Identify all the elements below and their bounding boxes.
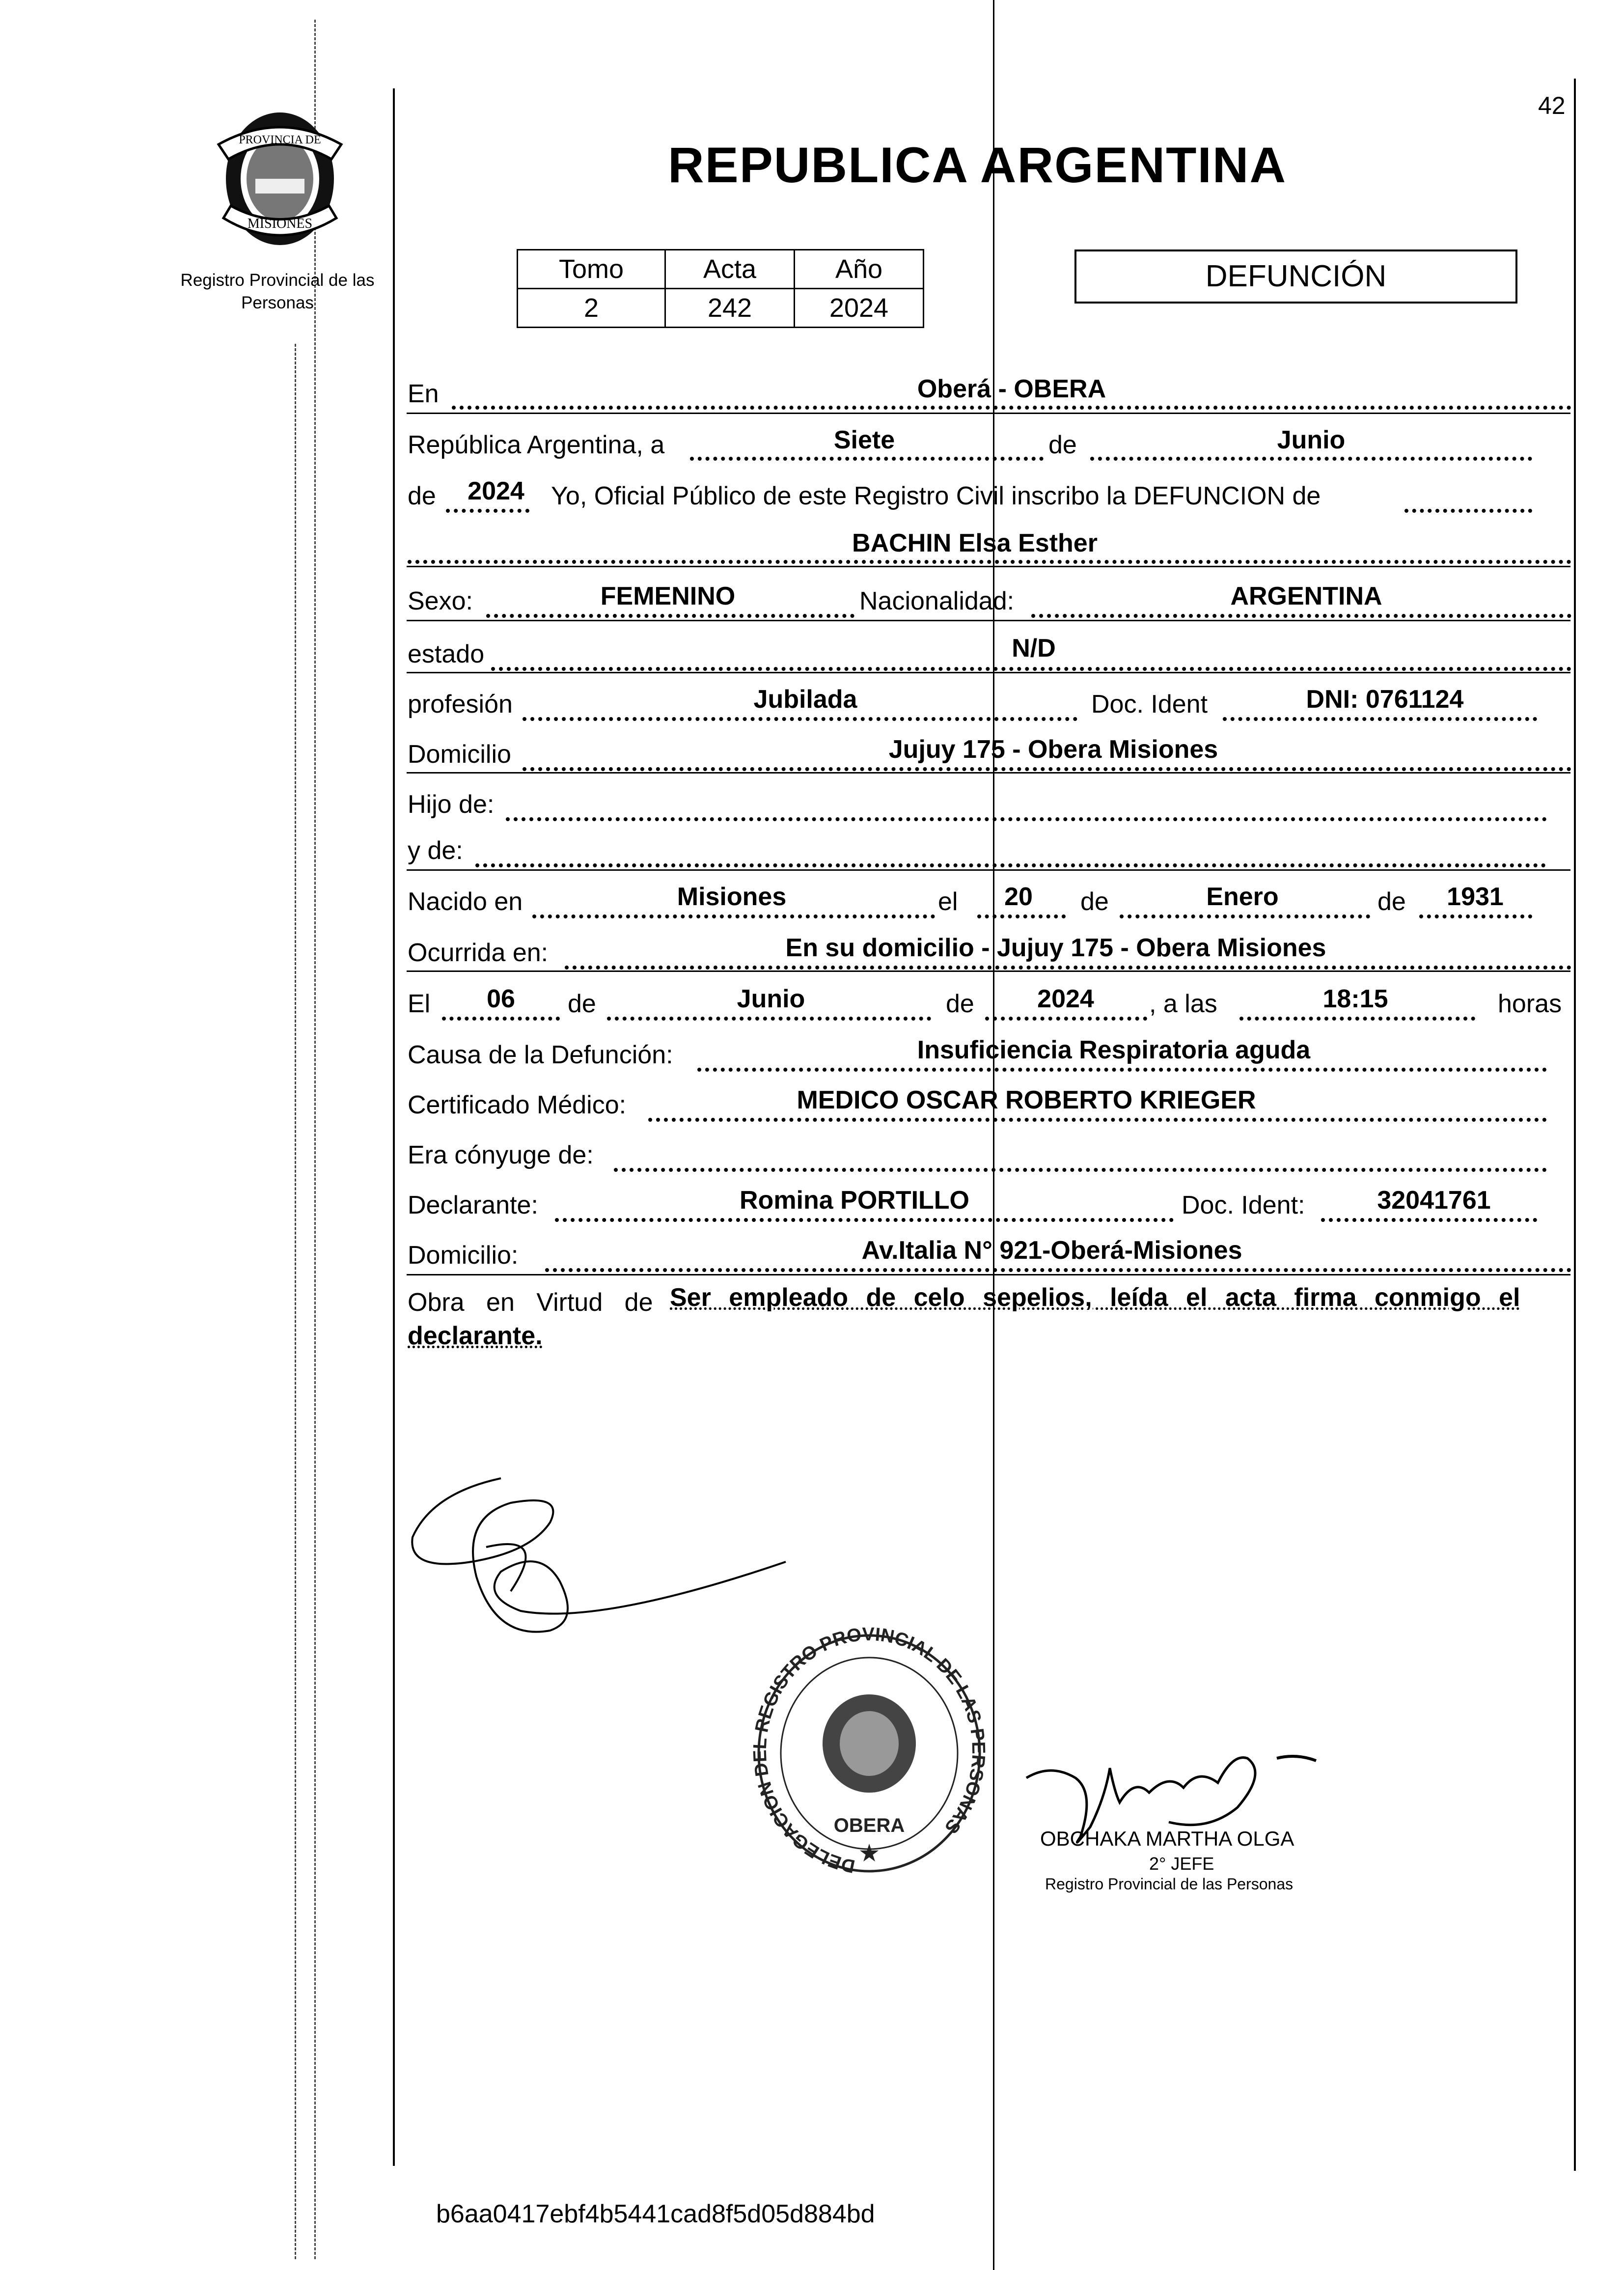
year-line-text: Yo, Oficial Público de este Registro Civil inscribo la DEFUNCION de (551, 482, 1321, 510)
name-dotted-line (408, 560, 1571, 564)
fecha-el-label: El (408, 990, 431, 1018)
domicilio-label: Domicilio (408, 740, 511, 769)
y-de-label: y de: (408, 836, 463, 865)
day-dotted-line (690, 457, 1044, 461)
row-rule (407, 566, 1570, 567)
doc-ident-value: DNI: 0761124 (1306, 685, 1464, 714)
logo-bottom-text: MISIONES (247, 216, 313, 231)
declarante-label: Declarante: (408, 1191, 538, 1219)
doc-ident-dotted-line (1223, 717, 1537, 721)
estado-value: N/D (1012, 634, 1056, 663)
fecha-time-value: 18:15 (1322, 985, 1388, 1013)
en-label: En (408, 380, 439, 408)
fecha-month-dotted-line (607, 1017, 931, 1021)
domicilio-value: Jujuy 175 - Obera Misiones (888, 735, 1218, 764)
nacido-day-value: 20 (1004, 883, 1033, 911)
estado-label: estado (408, 640, 485, 668)
certificado-dotted-line (648, 1118, 1547, 1122)
fecha-year-dotted-line (985, 1017, 1147, 1021)
row-rule (407, 970, 1570, 972)
nacionalidad-label: Nacionalidad: (859, 587, 1015, 615)
footer-hash: b6aa0417ebf4b5441cad8f5d05d884bd (436, 2200, 875, 2228)
stamp-bottom-text: OBERA (833, 1815, 905, 1836)
stamp-star-icon: ★ (858, 1839, 881, 1867)
causa-label: Causa de la Defunción: (408, 1041, 673, 1069)
center-fold-line (993, 0, 994, 2270)
ocurrida-dotted-line (565, 966, 1571, 969)
estado-dotted-line (491, 667, 1571, 671)
date-de-label: de (1048, 431, 1077, 459)
en-dotted-line (452, 406, 1571, 410)
official-office: Registro Provincial de las Personas (1045, 1875, 1294, 1893)
day-value: Siete (833, 426, 895, 454)
hijo-de-label: Hijo de: (408, 790, 495, 819)
domicilio-declarante-label: Domicilio: (408, 1241, 519, 1270)
nacionalidad-dotted-line (1031, 614, 1571, 618)
logo-top-text: PROVINCIA DE (239, 134, 321, 146)
sexo-label: Sexo: (408, 587, 473, 615)
nacido-place-dotted-line (532, 914, 935, 918)
en-value: Oberá - OBERA (917, 375, 1106, 403)
declarante-doc-dotted-line (1321, 1218, 1537, 1222)
ocurrida-label: Ocurrida en: (408, 939, 549, 967)
nacido-place-value: Misiones (677, 883, 787, 911)
name-prefix-dotted-line (1404, 509, 1532, 513)
sexo-dotted-line-2 (486, 614, 854, 618)
official-name: OBCHAKA MARTHA OLGA (1040, 1827, 1294, 1850)
y-de-dotted-line (475, 863, 1546, 867)
nacido-day-dotted-line (977, 914, 1066, 918)
certificado-value: MEDICO OSCAR ROBERTO KRIEGER (797, 1086, 1256, 1114)
fecha-day-value: 06 (487, 985, 515, 1013)
doc-ident-label: Doc. Ident (1091, 690, 1208, 719)
registry-name: Registro Provincial de las Personas (180, 271, 375, 312)
month-value: Junio (1277, 426, 1346, 454)
fecha-a-las-label: , a las (1149, 990, 1217, 1018)
declarante-dotted-line (555, 1218, 1174, 1222)
nacionalidad-value: ARGENTINA (1230, 582, 1382, 610)
nacido-month-value: Enero (1206, 883, 1279, 911)
nacido-de2-label: de (1377, 887, 1406, 916)
nacido-de1-label: de (1080, 887, 1109, 916)
conyuge-dotted-line (614, 1168, 1547, 1172)
nacido-month-dotted-line (1120, 914, 1370, 918)
profesion-label: profesión (408, 690, 513, 719)
declarante-doc-label: Doc. Ident: (1182, 1191, 1305, 1219)
year-value: 2024 (468, 477, 524, 505)
row-rule (407, 620, 1570, 621)
row-rule (407, 672, 1570, 673)
year-de-label: de (408, 482, 436, 510)
record-table-header-row (518, 250, 924, 289)
certificado-label: Certificado Médico: (408, 1091, 627, 1119)
country-title: REPUBLICA ARGENTINA (668, 137, 1287, 193)
obra-label: Obra en Virtud de (408, 1288, 653, 1317)
declarante-value: Romina PORTILLO (740, 1186, 969, 1215)
row-rule (407, 869, 1570, 871)
fecha-day-dotted-line (442, 1017, 560, 1021)
profesion-dotted-line (523, 717, 1077, 721)
header-anio: Año (795, 250, 924, 289)
official-title: 2° JEFE (1149, 1854, 1214, 1874)
fecha-horas-label: horas (1498, 990, 1562, 1018)
profesion-value: Jubilada (753, 685, 857, 714)
record-type-box: DEFUNCIÓN (1074, 249, 1517, 304)
value-anio: 2024 (795, 289, 924, 328)
date-line-label: República Argentina, a (408, 431, 665, 459)
declarant-signature (403, 1464, 796, 1670)
obra-value-line1: Ser empleado de celo sepelios, leída el acta firma conmigo el (670, 1283, 1520, 1312)
domicilio-declarante-value: Av.Italia N° 921-Oberá-Misiones (861, 1236, 1242, 1265)
conyuge-label: Era cónyuge de: (408, 1141, 594, 1169)
nacido-label: Nacido en (408, 887, 523, 916)
fecha-month-value: Junio (737, 985, 805, 1013)
domicilio-declarante-dotted-line (545, 1268, 1571, 1272)
causa-value: Insuficiencia Respiratoria aguda (917, 1036, 1311, 1064)
left-fold-dashed-line (314, 20, 317, 2259)
fecha-de1-label: de (568, 990, 596, 1018)
year-dotted-line (446, 509, 529, 513)
fecha-year-value: 2024 (1037, 985, 1094, 1013)
value-tomo: 2 (518, 289, 665, 328)
declarante-doc-value: 32041761 (1377, 1186, 1491, 1215)
delegation-stamp (749, 1624, 989, 1886)
row-rule (407, 772, 1570, 774)
stamp-ring-text: DELEGACION DEL REGISTRO PROVINCIAL DE LAS PERSONAS (749, 1624, 989, 1877)
misiones-coat-of-arms-logo (209, 105, 351, 252)
record-table (517, 249, 924, 328)
record-table-value-row (518, 289, 924, 328)
deceased-name: BACHIN Elsa Esther (852, 529, 1098, 557)
hijo-de-dotted-line (506, 817, 1547, 821)
fecha-time-dotted-line (1239, 1017, 1475, 1021)
month-dotted-line (1090, 457, 1532, 461)
right-margin-line (1574, 79, 1576, 2171)
nacido-year-value: 1931 (1447, 883, 1504, 911)
fecha-de2-label: de (946, 990, 974, 1018)
row-rule (407, 413, 1570, 414)
nacido-el-label: el (938, 887, 958, 916)
causa-dotted-line (697, 1068, 1547, 1072)
header-acta: Acta (665, 250, 795, 289)
nacido-year-dotted-line (1419, 914, 1532, 918)
value-acta: 242 (665, 289, 795, 328)
page-number: 42 (1538, 92, 1566, 119)
sexo-value: FEMENINO (600, 582, 736, 610)
header-tomo: Tomo (518, 250, 665, 289)
domicilio-dotted-line (523, 767, 1571, 771)
row-rule (407, 1274, 1570, 1275)
left-fold-dashed-line-2 (295, 344, 298, 2259)
left-margin-line (393, 88, 395, 2166)
ocurrida-value: En su domicilio - Jujuy 175 - Obera Misiones (785, 934, 1326, 962)
obra-value-line2: declarante. (408, 1322, 543, 1350)
